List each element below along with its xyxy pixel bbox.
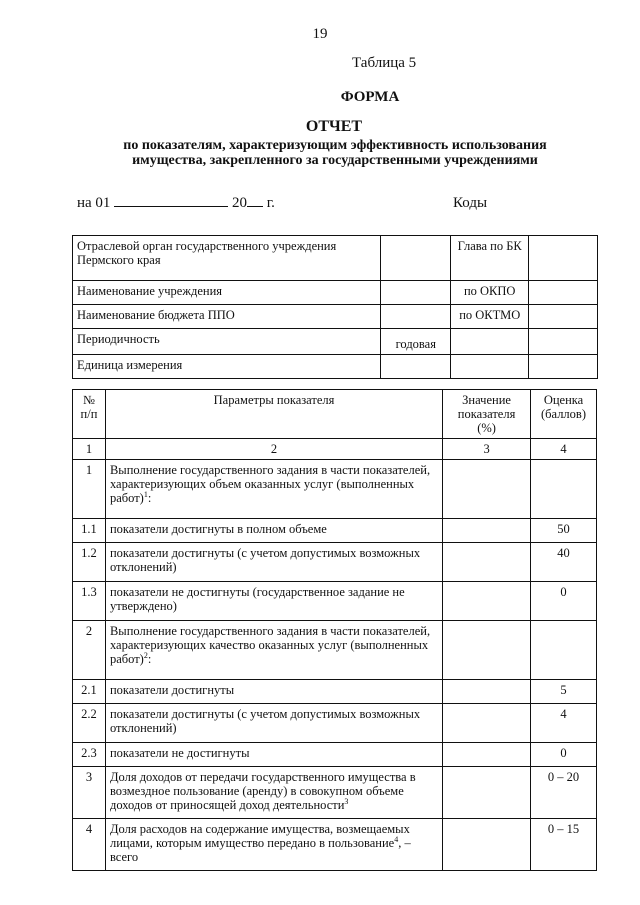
header-row-value xyxy=(381,355,451,379)
row-number: 4 xyxy=(73,819,106,871)
indicators-table xyxy=(72,389,597,871)
row-parameter xyxy=(105,743,442,767)
row-parameter-text: показатели достигнуты (с учетом допустимых возможных отклонений) xyxy=(109,546,421,574)
row-parameter xyxy=(105,704,442,743)
header-row-label: Наименование учреждения xyxy=(73,281,381,305)
footnote-marker: 2 xyxy=(143,650,148,660)
row-parameter-text: показатели не достигнуты xyxy=(109,746,250,760)
row-score: 5 xyxy=(531,680,597,704)
column-number-3: 3 xyxy=(443,439,531,460)
row-parameter-tail: : xyxy=(147,491,152,505)
row-score xyxy=(531,460,597,519)
row-parameter-text: показатели достигнуты xyxy=(109,683,235,697)
header-row-code-label xyxy=(451,329,529,355)
row-number: 1.3 xyxy=(73,582,106,621)
header-row xyxy=(73,236,598,281)
table-row xyxy=(73,704,597,743)
header-row-code-value xyxy=(529,329,598,355)
date-blank xyxy=(114,195,228,207)
row-value xyxy=(443,704,531,743)
row-number: 2.3 xyxy=(73,743,106,767)
row-score: 0 xyxy=(531,582,597,621)
table-row xyxy=(73,460,597,519)
row-parameter xyxy=(105,543,442,582)
row-score: 0 xyxy=(531,743,597,767)
table-row xyxy=(73,819,597,871)
header-row-code-label: по ОКТМО xyxy=(451,305,529,329)
row-value xyxy=(443,743,531,767)
row-number: 3 xyxy=(73,767,106,819)
row-parameter-text: Выполнение государственного задания в части показателей, характеризующих качество оказанных услуг (выполненных работ) xyxy=(109,624,431,666)
header-row-value: годовая xyxy=(381,329,451,355)
header-row-value xyxy=(381,236,451,281)
row-value xyxy=(443,767,531,819)
row-parameter xyxy=(105,621,442,680)
header-row-value xyxy=(381,305,451,329)
row-parameter-tail: , – всего xyxy=(109,836,411,864)
row-score: 0 – 15 xyxy=(531,819,597,871)
date-line xyxy=(77,195,275,212)
table-row xyxy=(73,680,597,704)
table-row xyxy=(73,543,597,582)
row-number: 1.1 xyxy=(73,519,106,543)
row-number: 1 xyxy=(73,460,106,519)
footnote-marker: 4 xyxy=(394,834,399,844)
report-title: ОТЧЕТ xyxy=(305,118,363,135)
column-number-row xyxy=(73,439,597,460)
row-value xyxy=(443,519,531,543)
row-number: 2 xyxy=(73,621,106,680)
footnote-marker: 3 xyxy=(344,796,349,806)
row-number: 2.1 xyxy=(73,680,106,704)
header-row-code-value xyxy=(529,355,598,379)
row-parameter-text: показатели не достигнуты (государственное задание не утверждено) xyxy=(109,585,405,613)
column-number-1: 1 xyxy=(73,439,106,460)
report-subtitle: по показателям, характеризующим эффективность использования имущества, закрепленного за государственными учреждениями xyxy=(123,138,547,168)
row-parameter-text: показатели достигнуты в полном объеме xyxy=(109,522,327,536)
row-value xyxy=(443,819,531,871)
column-header-number: № п/п xyxy=(73,390,106,439)
year-suffix: г. xyxy=(266,195,275,211)
year-prefix: 20 xyxy=(231,195,247,211)
header-row-code-label xyxy=(451,355,529,379)
row-parameter-text: Доля доходов от передачи государственного имущества в возмездное пользование (аренду) в совокупном объеме доходов от приносящей доход деятельности xyxy=(109,770,416,812)
row-number: 1.2 xyxy=(73,543,106,582)
header-row-value xyxy=(381,281,451,305)
column-header-value: Значение показателя (%) xyxy=(443,390,531,439)
header-table xyxy=(72,235,598,379)
row-parameter-tail: : xyxy=(147,652,152,666)
table-row xyxy=(73,519,597,543)
header-row-code-label: Глава по БК xyxy=(451,236,529,281)
table-row xyxy=(73,621,597,680)
header-row xyxy=(73,355,598,379)
row-parameter-text: Выполнение государственного задания в части показателей, характеризующих объем оказанных услуг (выполненных работ) xyxy=(109,463,431,505)
column-number-4: 4 xyxy=(531,439,597,460)
form-label: ФОРМА xyxy=(340,89,400,105)
page-number: 19 xyxy=(312,26,328,42)
header-row-label: Единица измерения xyxy=(73,355,381,379)
row-parameter-text: Доля расходов на содержание имущества, возмещаемых лицами, которым имущество передано в пользование xyxy=(109,822,410,850)
codes-label: Коды xyxy=(453,195,488,211)
table-row xyxy=(73,743,597,767)
row-score: 0 – 20 xyxy=(531,767,597,819)
row-parameter xyxy=(105,519,442,543)
header-row-code-value xyxy=(529,305,598,329)
row-parameter xyxy=(105,680,442,704)
row-score: 4 xyxy=(531,704,597,743)
row-value xyxy=(443,680,531,704)
date-prefix: на 01 xyxy=(77,195,111,211)
row-value xyxy=(443,582,531,621)
header-row-code-label: по ОКПО xyxy=(451,281,529,305)
column-header-score: Оценка (баллов) xyxy=(531,390,597,439)
header-row xyxy=(73,305,598,329)
header-row-code-value xyxy=(529,281,598,305)
row-score: 40 xyxy=(531,543,597,582)
table-header-row xyxy=(73,390,597,439)
header-row-label: Наименование бюджета ППО xyxy=(73,305,381,329)
row-number: 2.2 xyxy=(73,704,106,743)
table-label: Таблица 5 xyxy=(352,55,417,71)
row-value xyxy=(443,621,531,680)
row-parameter xyxy=(105,819,442,871)
row-parameter-text: показатели достигнуты (с учетом допустимых возможных отклонений) xyxy=(109,707,421,735)
row-parameter xyxy=(105,460,442,519)
footnote-marker: 1 xyxy=(143,489,148,499)
header-row-code-value xyxy=(529,236,598,281)
column-number-2: 2 xyxy=(105,439,442,460)
header-row xyxy=(73,281,598,305)
row-parameter xyxy=(105,582,442,621)
row-parameter xyxy=(105,767,442,819)
row-score xyxy=(531,621,597,680)
row-score: 50 xyxy=(531,519,597,543)
row-value xyxy=(443,460,531,519)
table-row xyxy=(73,582,597,621)
header-row-label: Отраслевой орган государственного учреждения Пермского края xyxy=(73,236,381,281)
header-row xyxy=(73,329,598,355)
column-header-params: Параметры показателя xyxy=(105,390,442,439)
table-row xyxy=(73,767,597,819)
row-value xyxy=(443,543,531,582)
year-blank xyxy=(247,195,263,207)
header-row-label: Периодичность xyxy=(73,329,381,355)
